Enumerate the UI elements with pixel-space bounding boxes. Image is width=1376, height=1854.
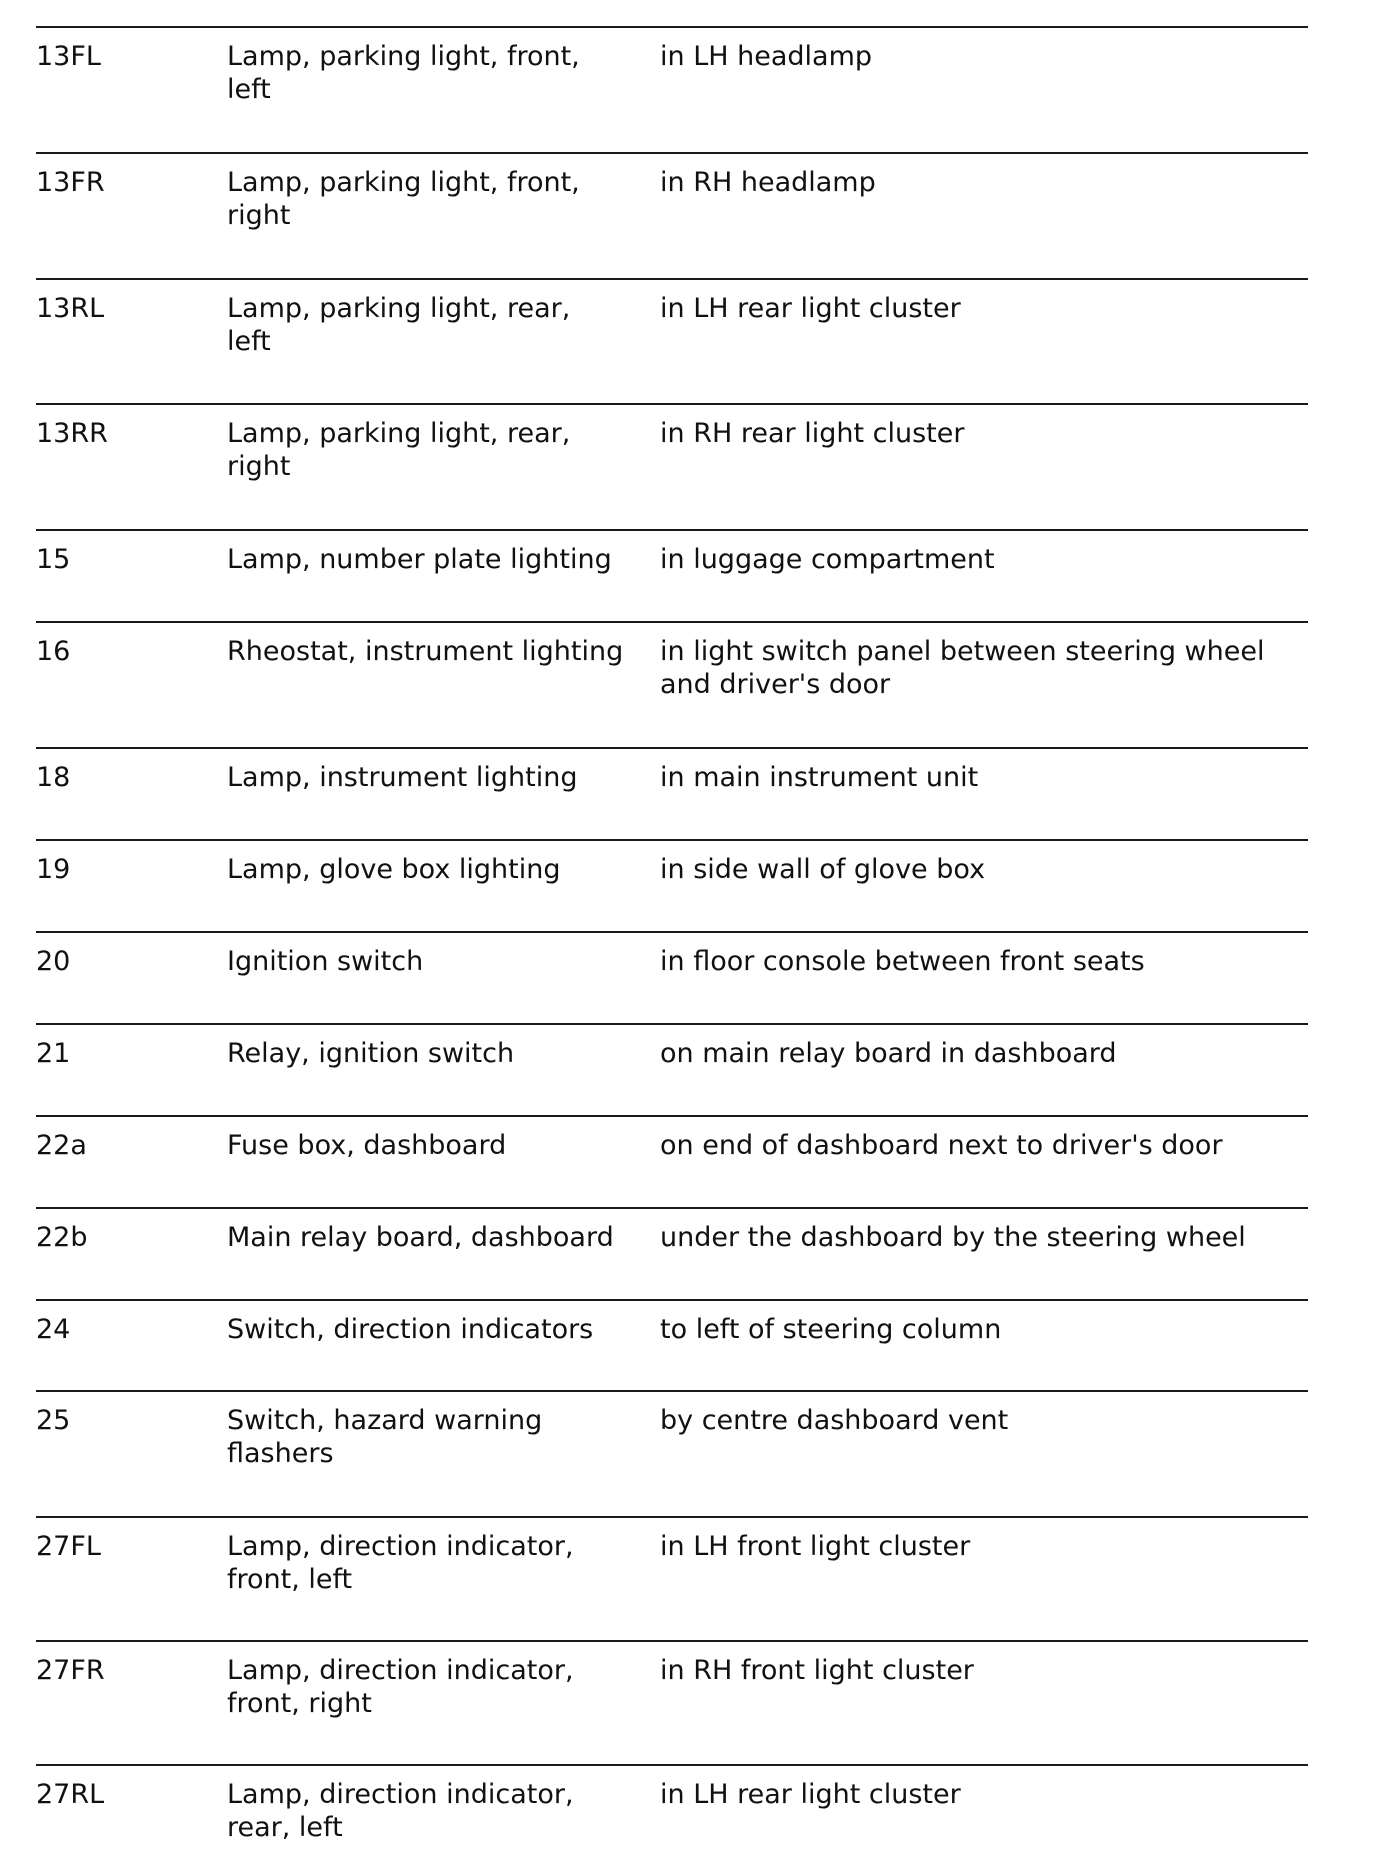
table-row (36, 839, 1308, 931)
component-description: Lamp, parking light, front, left (227, 41, 580, 105)
component-location: in LH headlamp (660, 41, 873, 72)
component-location: to left of steering column (660, 1314, 1002, 1345)
component-description: Lamp, parking light, rear, left (227, 293, 571, 357)
component-description: Rheostat, instrument lighting (227, 636, 624, 667)
component-code: 13RR (36, 418, 108, 449)
component-code: 16 (36, 636, 71, 667)
table-row (36, 278, 1308, 403)
component-code: 25 (36, 1405, 71, 1436)
component-description: Lamp, direction indicator, rear, left (227, 1779, 574, 1843)
component-location: in LH rear light cluster (660, 293, 961, 324)
component-location: in LH front light cluster (660, 1531, 971, 1562)
table-row (36, 621, 1308, 747)
component-code: 13FR (36, 167, 105, 198)
table-row (36, 931, 1308, 1023)
component-description: Lamp, parking light, rear, right (227, 418, 571, 482)
component-description: Relay, ignition switch (227, 1038, 515, 1069)
component-description: Fuse box, dashboard (227, 1130, 507, 1161)
component-location: in RH headlamp (660, 167, 876, 198)
component-code: 15 (36, 544, 71, 575)
table-row (36, 1023, 1308, 1115)
component-code: 22b (36, 1222, 88, 1253)
component-code: 27RL (36, 1779, 105, 1810)
component-location: in RH rear light cluster (660, 418, 965, 449)
component-description: Lamp, direction indicator, front, left (227, 1531, 574, 1595)
component-location: in main instrument unit (660, 762, 979, 793)
table-row (36, 529, 1308, 621)
component-location: under the dashboard by the steering wheel (660, 1222, 1246, 1253)
table-row (36, 1299, 1308, 1390)
component-location: in LH rear light cluster (660, 1779, 961, 1810)
component-description: Switch, hazard warning flashers (227, 1405, 543, 1469)
component-description: Lamp, instrument lighting (227, 762, 578, 793)
component-code: 24 (36, 1314, 71, 1345)
table-row (36, 403, 1308, 529)
component-location: in RH front light cluster (660, 1655, 974, 1686)
component-code: 13RL (36, 293, 105, 324)
component-location: by centre dashboard vent (660, 1405, 1009, 1436)
component-description: Lamp, parking light, front, right (227, 167, 580, 231)
table-row (36, 1390, 1308, 1516)
component-location: on main relay board in dashboard (660, 1038, 1117, 1069)
component-description: Main relay board, dashboard (227, 1222, 614, 1253)
component-code: 22a (36, 1130, 87, 1161)
table-row (36, 1516, 1308, 1640)
component-code: 18 (36, 762, 71, 793)
component-code: 19 (36, 854, 71, 885)
table-row (36, 1640, 1308, 1764)
component-location: in light switch panel between steering wheel and driver's door (660, 636, 1265, 700)
component-description: Lamp, glove box lighting (227, 854, 561, 885)
component-code: 27FL (36, 1531, 101, 1562)
component-code: 20 (36, 946, 71, 977)
component-location: in floor console between front seats (660, 946, 1145, 977)
component-location: in side wall of glove box (660, 854, 986, 885)
table-row (36, 1207, 1308, 1299)
table-row (36, 1115, 1308, 1207)
component-description: Lamp, direction indicator, front, right (227, 1655, 574, 1719)
table-row (36, 1764, 1308, 1852)
table-row (36, 26, 1308, 152)
component-location: on end of dashboard next to driver's door (660, 1130, 1223, 1161)
table-row (36, 747, 1308, 839)
component-location: in luggage compartment (660, 544, 995, 575)
component-code: 13FL (36, 41, 101, 72)
component-code: 27FR (36, 1655, 105, 1686)
table-row (36, 152, 1308, 278)
component-code: 21 (36, 1038, 71, 1069)
component-description: Ignition switch (227, 946, 424, 977)
component-description: Lamp, number plate lighting (227, 544, 612, 575)
component-description: Switch, direction indicators (227, 1314, 594, 1345)
